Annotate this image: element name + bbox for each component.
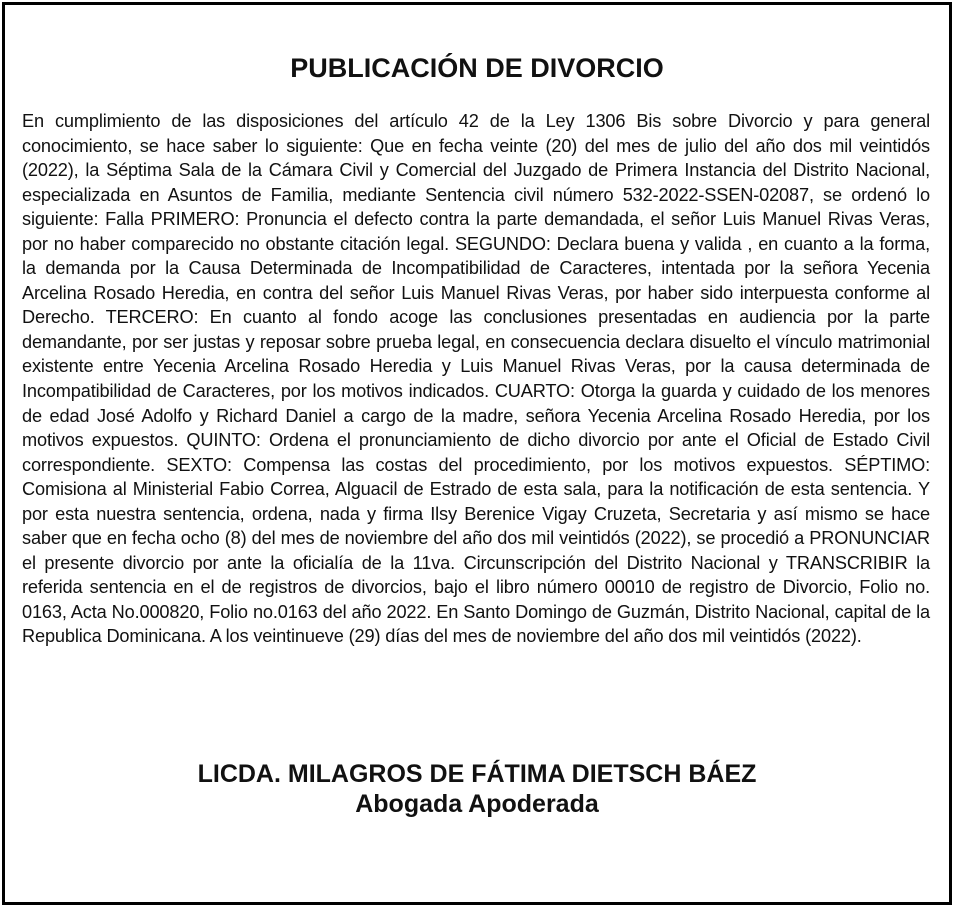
notice-body: En cumplimiento de las disposiciones del artículo 42 de la Ley 1306 Bis sobre Divorcio y para general conocimiento, se hace saber lo siguiente: Que en fecha veinte (20) del mes de julio del año dos mil veintidós (2022), la Séptima Sala de la Cámara Civil y Comercial del Juzgado de Primera Instancia del Distrito Nacional, especializada en Asuntos de Familia, mediante Sentencia civil número 532-2022-SSEN-02087, se ordenó lo siguiente: Falla PRIMERO: Pronuncia el defecto contra la parte demandada, el señor Luis Manuel Rivas Veras, por no haber comparecido no obstante citación legal. SEGUNDO: Declara buena y valida , en cuanto a la forma, la demanda por la Causa Determinada de Incompatibilidad de Caracteres, intentada por la señora Yecenia Arcelina Rosado Heredia, en contra del señor Luis Manuel Rivas Veras, por haber sido interpuesta conforme al Derecho. TERCERO: En cuanto al fondo acoge las conclusiones presentadas en audiencia por la parte demandante, por ser justas y reposar sobre prueba legal, en consecuencia declara disuelto el vínculo matrimonial existente entre Yecenia Arcelina Rosado Heredia y Luis Manuel Rivas Veras, por la causa determinada de Incompatibilidad de Caracteres, por los motivos indicados. CUARTO: Otorga la guarda y cuidado de los menores de edad José Adolfo y Richard Daniel a cargo de la madre, señora Yecenia Arcelina Rosado Heredia, por los motivos expuestos. QUINTO: Ordena el pronunciamiento de dicho divorcio por ante el Oficial de Estado Civil correspondiente. SEXTO: Compensa las costas del procedimiento, por los motivos expuestos. SÉPTIMO: Comisiona al Ministerial Fabio Correa, Alguacil de Estrado de esta sala, para la notificación de esta sentencia. Y por esta nuestra sentencia, ordena, nada y firma Ilsy Berenice Vigay Cruzeta, Secretaria y así mismo se hace saber que en fecha ocho (8) del mes de noviembre del año dos mil veintidós (2022), se procedió a PRONUNCIAR el presente divorcio por ante la oficialía de la 11va. Circunscripción del Distrito Nacional y TRANSCRIBIR la referida sentencia en el de registros de divorcios, bajo el libro número 00010 de registro de Divorcio, Folio no. 0163, Acta No.000820, Folio no.0163 del año 2022. En Santo Domingo de Guzmán, Distrito Nacional, capital de la Republica Dominicana. A los veintinueve (29) días del mes de noviembre del año dos mil veintidós (2022).	[22, 111, 930, 647]
signature-name: LICDA. MILAGROS DE FÁTIMA DIETSCH BÁEZ	[197, 760, 757, 788]
signature-role: Abogada Apoderada	[355, 790, 599, 818]
notice-title: PUBLICACIÓN DE DIVORCIO	[290, 53, 664, 83]
notice-frame	[2, 2, 952, 905]
signature-block	[5, 759, 949, 819]
